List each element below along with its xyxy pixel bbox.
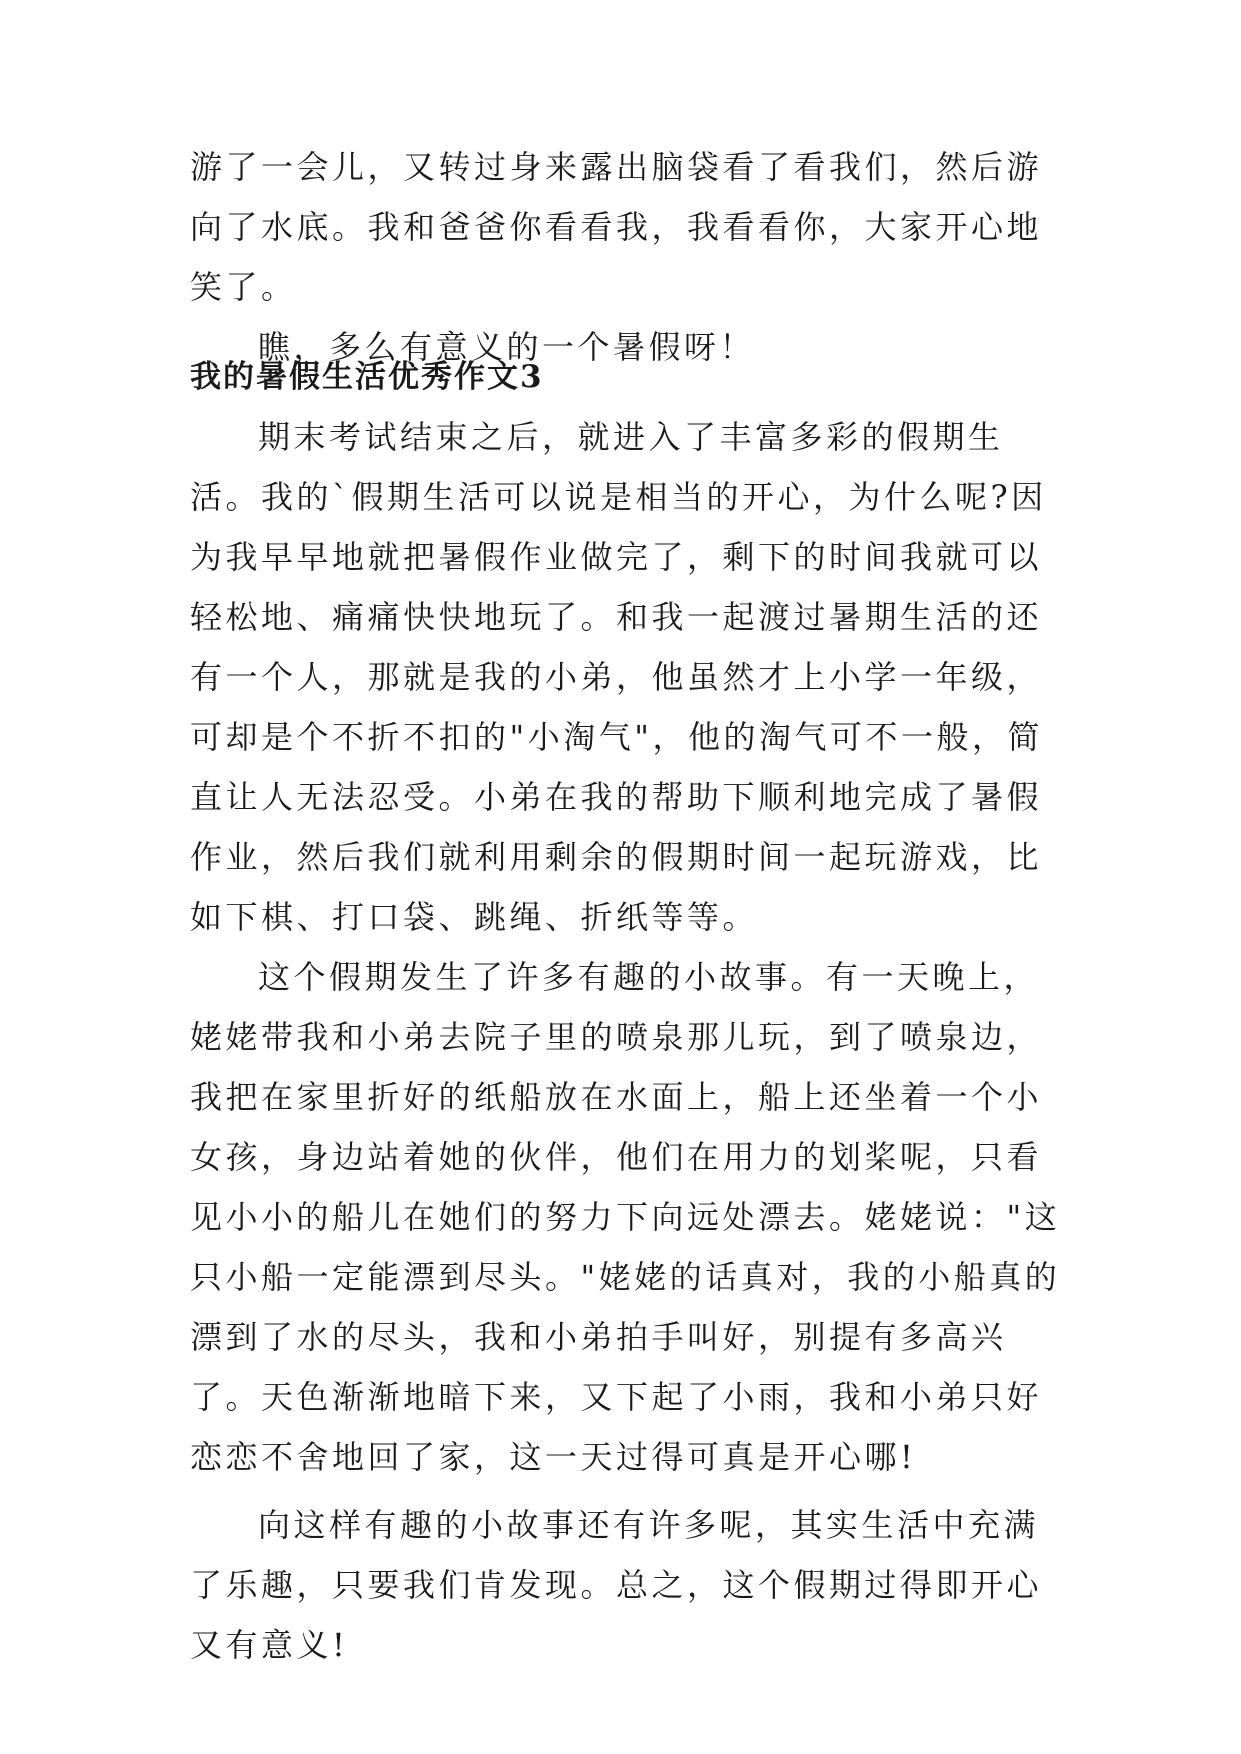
essay-section bbox=[190, 347, 1070, 1675]
paragraph-2: 这个假期发生了许多有趣的小故事。有一天晚上，姥姥带我和小弟去院子里的喷泉那儿玩，到了喷泉边，我把在家里折好的纸船放在水面上，船上还坐着一个小女孩，身边站着她的伙伴，他们在用力的划桨呢，只看见小小的船儿在她们的努力下向远处漂去。姥姥说："这只小船一定能漂到尽头。"姥姥的话真对，我的小船真的漂到了水的尽头，我和小弟拍手叫好，别提有多高兴了。天色渐渐地暗下来，又下起了小雨，我和小弟只好恋恋不舍地回了家，这一天过得可真是开心哪! bbox=[190, 958, 1061, 1476]
paragraph-1: 期末考试结束之后，就进入了丰富多彩的假期生活。我的`假期生活可以说是相当的开心，为什么呢?因为我早早地就把暑假作业做完了，剩下的时间我就可以轻松地、痛痛快快地玩了。和我一起渡过暑期生活的还有一个人，那就是我的小弟，他虽然才上小学一年级，可却是个不折不扣的"小淘气"，他的淘气可不一般，简直让人无法忍受。小弟在我的帮助下顺利地完成了暑假作业，然后我们就利用剩余的假期时间一起玩游戏，比如下棋、打口袋、跳绳、折纸等等。 bbox=[190, 418, 1047, 936]
paragraph-intro-continuation: 游了一会儿，又转过身来露出脑袋看了看我们，然后游向了水底。我和爸爸你看看我，我看看你，大家开心地笑了。 bbox=[190, 148, 1043, 306]
intro-section bbox=[190, 137, 1070, 377]
section-title: 我的暑假生活优秀作文3 bbox=[190, 359, 544, 395]
paragraph-intro-closing: 瞧，多么有意义的一个暑假呀！ bbox=[258, 328, 756, 366]
paragraph-3: 向这样有趣的小故事还有许多呢，其实生活中充满了乐趣，只要我们肯发现。总之，这个假期过得即开心又有意义! bbox=[190, 1506, 1043, 1664]
